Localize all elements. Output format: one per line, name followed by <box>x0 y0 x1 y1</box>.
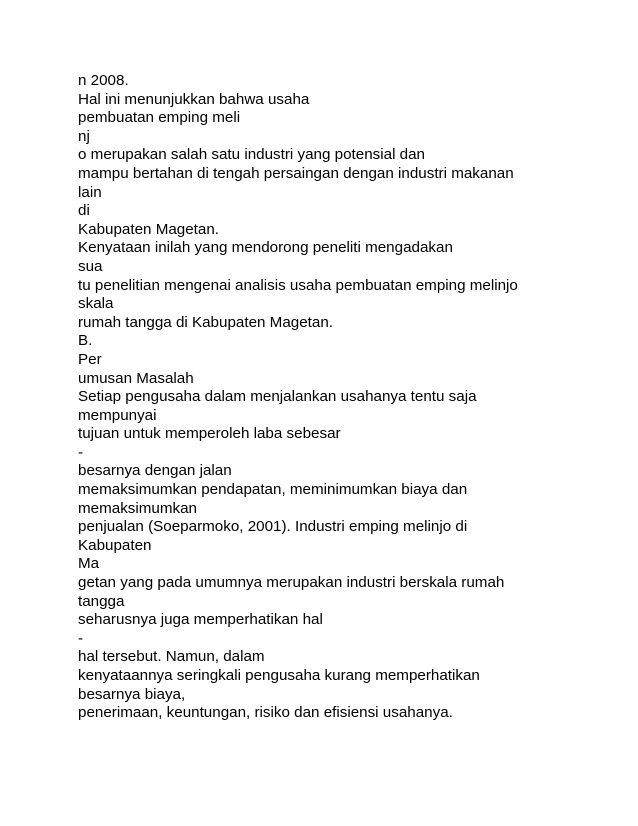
text-line: Setiap pengusaha dalam menjalankan usahanya tentu saja <box>78 388 477 406</box>
text-line: di <box>78 202 90 220</box>
text-line: nj <box>78 127 90 145</box>
text-line: mempunyai <box>78 406 157 424</box>
text-line: sua <box>78 257 103 275</box>
text-line: kenyataannya seringkali pengusaha kurang memperhatikan <box>78 667 480 684</box>
text-line: Hal ini menunjukkan bahwa usaha <box>78 90 310 108</box>
text-line: besarnya biaya, <box>78 685 186 703</box>
text-line: memaksimumkan <box>78 499 197 517</box>
text-line: tujuan untuk memperoleh laba sebesar <box>78 425 341 443</box>
text-line: skala <box>78 295 114 313</box>
text-line: memaksimumkan pendapatan, meminimumkan biaya dan <box>78 481 468 499</box>
text-line: penjualan (Soeparmoko, 2001). Industri emping melinjo di <box>78 518 468 536</box>
text-line: mampu bertahan di tengah persaingan dengan industri makanan <box>78 164 514 182</box>
text-line: n 2008. <box>78 72 129 89</box>
text-line: besarnya dengan jalan <box>78 462 232 480</box>
text-line: penerimaan, keuntungan, risiko dan efisiensi usahanya. <box>78 704 453 722</box>
text-line: Ma <box>78 555 100 573</box>
text-line: rumah tangga di Kabupaten Magetan. <box>78 313 333 331</box>
text-line: lain <box>78 183 102 201</box>
text-line: seharusnya juga memperhatikan hal <box>78 611 323 629</box>
section-heading-number: B. <box>78 332 93 350</box>
text-line: getan yang pada umumnya merupakan industri berskala rumah <box>78 574 505 592</box>
text-line: pembuatan emping meli <box>78 109 241 127</box>
text-line: tangga <box>78 592 125 610</box>
section-heading-fragment: Per <box>78 350 102 368</box>
text-line: Kabupaten Magetan. <box>78 220 220 238</box>
document-body-text <box>78 72 598 723</box>
text-line: Kenyataan inilah yang mendorong peneliti mengadakan <box>78 239 453 257</box>
text-line: - <box>78 443 84 461</box>
text-line: Kabupaten <box>78 536 152 554</box>
text-line: hal tersebut. Namun, dalam <box>78 648 265 666</box>
text-line: tu penelitian mengenai analisis usaha pembuatan emping melinjo <box>78 276 518 294</box>
section-heading: umusan Masalah <box>78 369 194 387</box>
text-line: - <box>78 629 84 647</box>
text-line: o merupakan salah satu industri yang potensial dan <box>78 146 426 164</box>
